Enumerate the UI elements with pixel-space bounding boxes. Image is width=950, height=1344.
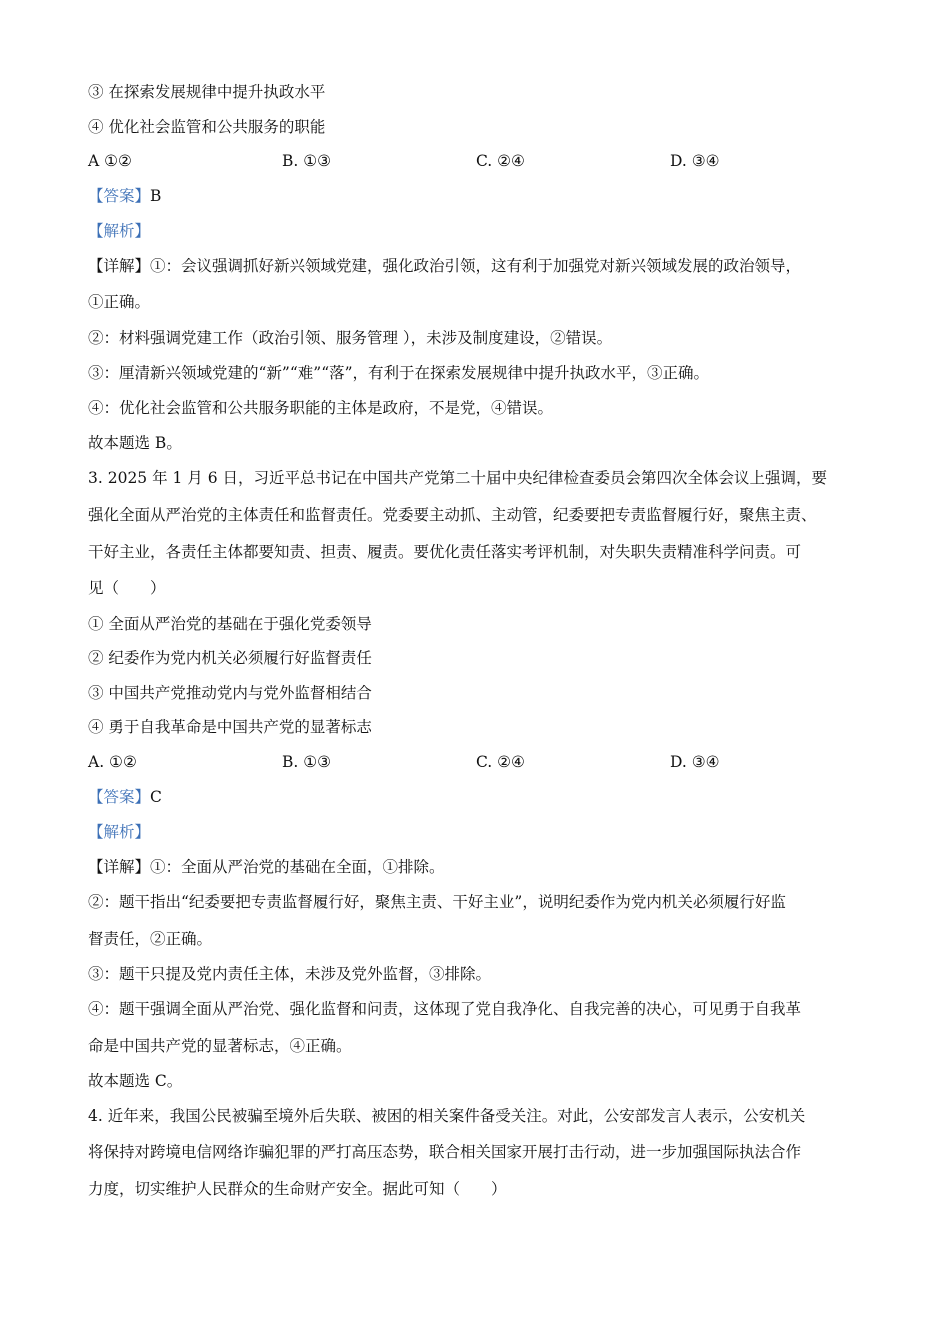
- q3-choice-4: ④ 勇于自我革命是中国共产党的显著标志: [88, 718, 372, 736]
- detail-line: ①正确。: [88, 293, 151, 311]
- answer-tag: 【答案】: [88, 788, 151, 806]
- choice-4: ④ 优化社会监管和公共服务的职能: [88, 118, 326, 136]
- q4-stem-line: 将保持对跨境电信网络诈骗犯罪的严打高压态势，联合相关国家开展打击行动，进一步加强国际执法合作: [88, 1143, 802, 1161]
- conclusion-line: 故本题选 B。: [88, 434, 182, 452]
- q3-detail-line: ②：题干指出“纪委要把专责监督履行好，聚焦主责、干好主业”，说明纪委作为党内机关必须履行好监: [88, 893, 786, 911]
- q3-choice-1: ① 全面从严治党的基础在于强化党委领导: [88, 615, 372, 633]
- q3-detail-line: [88, 857, 445, 877]
- q3-choice-3: ③ 中国共产党推动党内与党外监督相结合: [88, 684, 372, 702]
- q3-stem-line: 3. 2025 年 1 月 6 日，习近平总书记在中国共产党第二十届中央纪律检查委员会第四次全体会议上强调，要: [88, 469, 828, 487]
- detail-tag: 【详解】: [88, 858, 151, 876]
- option-d: D. ③④: [670, 152, 720, 170]
- option-b: B. ①③: [282, 152, 332, 170]
- q3-detail-line: 命是中国共产党的显著标志，④正确。: [88, 1037, 352, 1055]
- q3-option-d: D. ③④: [670, 753, 720, 771]
- analysis-tag: 【解析】: [88, 222, 151, 240]
- detail-line: ③：厘清新兴领域党建的“新”“难”“落”，有利于在探索发展规律中提升执政水平，③正确。: [88, 364, 710, 382]
- option-c: C. ②④: [476, 152, 525, 170]
- q3-option-a: A. ①②: [88, 753, 137, 771]
- detail-text: ①：全面从严治党的基础在全面，①排除。: [150, 858, 445, 876]
- q4-stem-line: 4. 近年来，我国公民被骗至境外后失联、被困的相关案件备受关注。对此，公安部发言人表示，公安机关: [88, 1107, 806, 1125]
- q3-detail-line: ③：题干只提及党内责任主体，未涉及党外监督，③排除。: [88, 965, 492, 983]
- q3-detail-line: 督责任，②正确。: [88, 930, 213, 948]
- q3-option-b: B. ①③: [282, 753, 332, 771]
- q3-option-c: C. ②④: [476, 753, 525, 771]
- q3-detail-line: ④：题干强调全面从严治党、强化监督和问责，这体现了党自我净化、自我完善的决心，可见勇于自我革: [88, 1000, 802, 1018]
- option-a: A ①②: [88, 152, 132, 170]
- q3-stem-line: 强化全面从严治党的主体责任和监督责任。党委要主动抓、主动管，纪委要把专责监督履行好，聚焦主责、: [88, 506, 817, 524]
- q4-stem-line: 力度，切实维护人民群众的生命财产安全。据此可知（ ）: [88, 1180, 507, 1198]
- detail-line: [88, 256, 801, 276]
- answer-line: [88, 186, 161, 206]
- q3-analysis-tag: 【解析】: [88, 823, 151, 841]
- q3-conclusion-line: 故本题选 C。: [88, 1072, 183, 1090]
- detail-line: ②：材料强调党建工作（政治引领、服务管理 ），未涉及制度建设，②错误。: [88, 329, 613, 347]
- detail-line: ④：优化社会监管和公共服务职能的主体是政府，不是党，④错误。: [88, 399, 554, 417]
- answer-value: C: [150, 788, 162, 806]
- detail-text: ①：会议强调抓好新兴领域党建，强化政治引领，这有利于加强党对新兴领域发展的政治领导，: [150, 257, 802, 275]
- choice-3: ③ 在探索发展规律中提升执政水平: [88, 83, 326, 101]
- q3-choice-2: ② 纪委作为党内机关必须履行好监督责任: [88, 649, 372, 667]
- answer-value: B: [150, 187, 162, 205]
- q3-stem-line: 见（ ）: [88, 579, 166, 597]
- answer-tag: 【答案】: [88, 187, 151, 205]
- q3-stem-line: 干好主业，各责任主体都要知责、担责、履责。要优化责任落实考评机制，对失职失责精准科学问责。可: [88, 543, 802, 561]
- detail-tag: 【详解】: [88, 257, 151, 275]
- q3-answer-line: [88, 787, 162, 807]
